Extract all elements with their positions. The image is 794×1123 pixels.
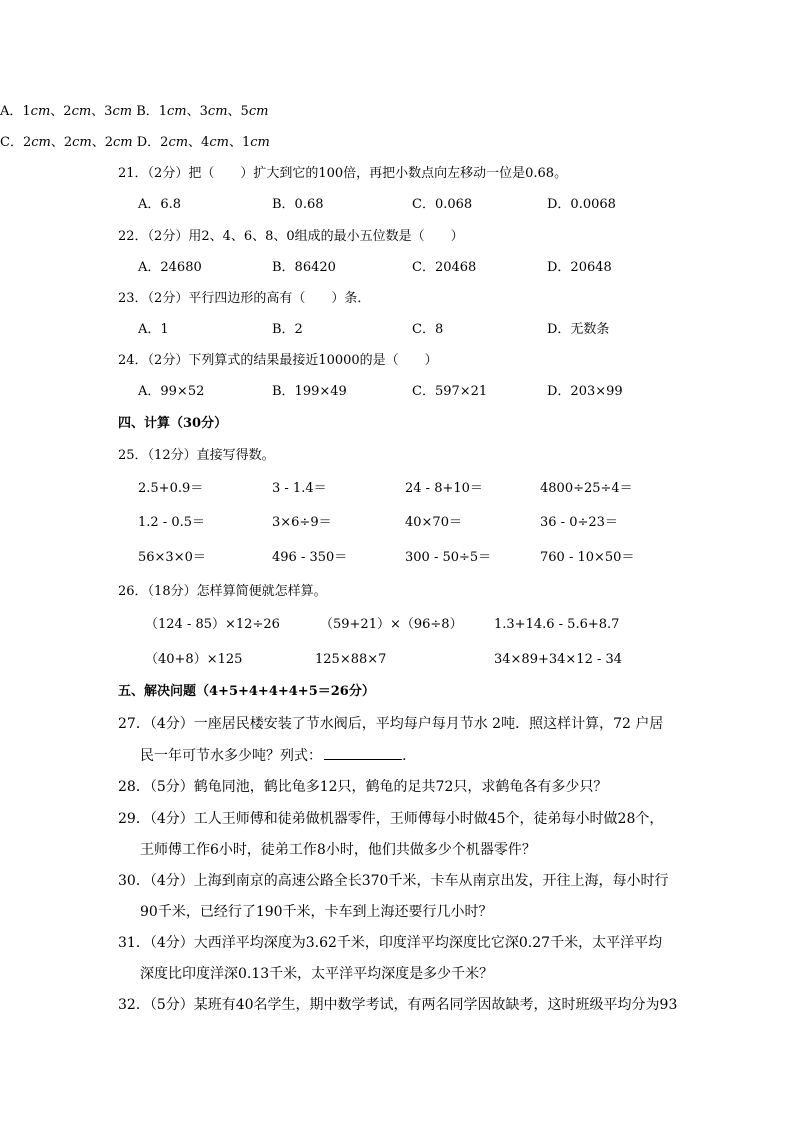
q26-item: （59+21）×（96÷8） (320, 617, 463, 632)
q25-stem: 25．（12分）直接写得数。 (118, 448, 275, 463)
q24-option-d[interactable]: D．203×99 (547, 384, 623, 399)
q29-line-1: 29．（4分）工人王师傅和徒弟做机器零件，王师傅每小时做45个，徒弟每小时做28个， (118, 811, 664, 827)
q28-text: 28．（5分）鹤龟同池，鹤比龟多12只，鹤龟的足共72只，求鹤龟各有多少只？ (118, 779, 608, 795)
q25-item: 300 - 50÷5＝ (405, 550, 492, 565)
q27-answer-blank[interactable] (324, 747, 402, 760)
q30-line-2: 90千米，已经行了190千米，卡车到上海还要行几小时？ (140, 904, 493, 920)
q22-option-b[interactable]: B．86420 (272, 260, 336, 275)
q25-item: 56×3×0＝ (138, 550, 206, 565)
q25-item: 24 - 8+10＝ (405, 481, 483, 496)
q26-stem: 26．（18分）怎样算简便就怎样算。 (118, 584, 327, 599)
q24-option-a[interactable]: A．99×52 (138, 384, 205, 399)
q23-option-b[interactable]: B．2 (272, 322, 303, 337)
q26-item: 125×88×7 (315, 652, 387, 667)
q25-item: 3 - 1.4＝ (272, 481, 327, 496)
q22-option-c[interactable]: C．20468 (412, 260, 477, 275)
q25-item: 496 - 350＝ (272, 550, 348, 565)
q26-item: （40+8）×125 (145, 652, 243, 667)
q26-item: （124 - 85）×12÷26 (145, 617, 280, 632)
q26-item: 34×89+34×12 - 34 (494, 652, 623, 667)
q21-option-d[interactable]: D．0.0068 (547, 197, 616, 212)
q23-option-d[interactable]: D．无数条 (547, 322, 610, 337)
q25-item: 40×70＝ (405, 515, 462, 530)
q20-options-2: C．2cm、2cm、2cm D．2cm、4cm、1cm (0, 135, 270, 150)
section-5-heading: 五、解决问题（4+5+4+4+4+5＝26分） (118, 684, 375, 699)
q21-option-c[interactable]: C．0.068 (412, 197, 473, 212)
q25-item: 760 - 10×50＝ (540, 550, 635, 565)
q23-option-a[interactable]: A．1 (138, 322, 169, 337)
q25-item: 2.5+0.9＝ (138, 481, 204, 496)
q31-line-1: 31．（4分）大西洋平均深度为3.62千米，印度洋平均深度比它深0.27千米，太平洋平均 (118, 935, 663, 951)
q21-option-a[interactable]: A．6.8 (138, 197, 182, 212)
q25-item: 1.2 - 0.5＝ (138, 515, 206, 530)
q32-text: 32．（5分）某班有40名学生，期中数学考试，有两名同学因故缺考，这时班级平均分为93 (118, 997, 678, 1013)
q27-line-2 (140, 747, 406, 764)
q24-stem: 24．（2分）下列算式的结果最接近10000的是（ ） (118, 353, 438, 368)
q23-stem: 23．（2分）平行四边形的高有（ ）条． (118, 291, 371, 306)
q27-prompt: 民一年可节水多少吨？列式： (140, 748, 322, 764)
q22-option-a[interactable]: A．24680 (138, 260, 202, 275)
q22-stem: 22．（2分）用2、4、6、8、0组成的最小五位数是（ ） (118, 229, 464, 244)
section-4-heading: 四、计算（30分） (118, 416, 228, 431)
q22-option-d[interactable]: D．20648 (547, 260, 612, 275)
q20-options: A．1cm、2cm、3cm B．1cm、3cm、5cm (0, 104, 269, 119)
q26-item: 1.3+14.6 - 5.6+8.7 (494, 617, 620, 632)
q21-stem: 21．（2分）把（ ）扩大到它的100倍，再把小数点向左移动一位是0.68。 (118, 166, 568, 181)
q27-end: . (402, 748, 407, 764)
q25-item: 3×6÷9＝ (272, 515, 332, 530)
q31-line-2: 深度比印度洋深0.13千米，太平洋平均深度是多少千米？ (140, 966, 494, 982)
q23-option-c[interactable]: C．8 (412, 322, 444, 337)
q24-option-b[interactable]: B．199×49 (272, 384, 347, 399)
q25-item: 36 - 0÷23＝ (540, 515, 618, 530)
q25-item: 4800÷25÷4＝ (540, 481, 633, 496)
q21-option-b[interactable]: B．0.68 (272, 197, 324, 212)
q29-line-2: 王师傅工作6小时，徒弟工作8小时，他们共做多少个机器零件？ (140, 842, 536, 858)
q30-line-1: 30．（4分）上海到南京的高速公路全长370千米，卡车从南京出发，开往上海，每小时行 (118, 873, 669, 889)
q24-option-c[interactable]: C．597×21 (412, 384, 488, 399)
q27-line-1: 27．（4分）一座居民楼安装了节水阀后，平均每户每月节水 2吨．照这样计算，72 户居 (118, 716, 664, 732)
